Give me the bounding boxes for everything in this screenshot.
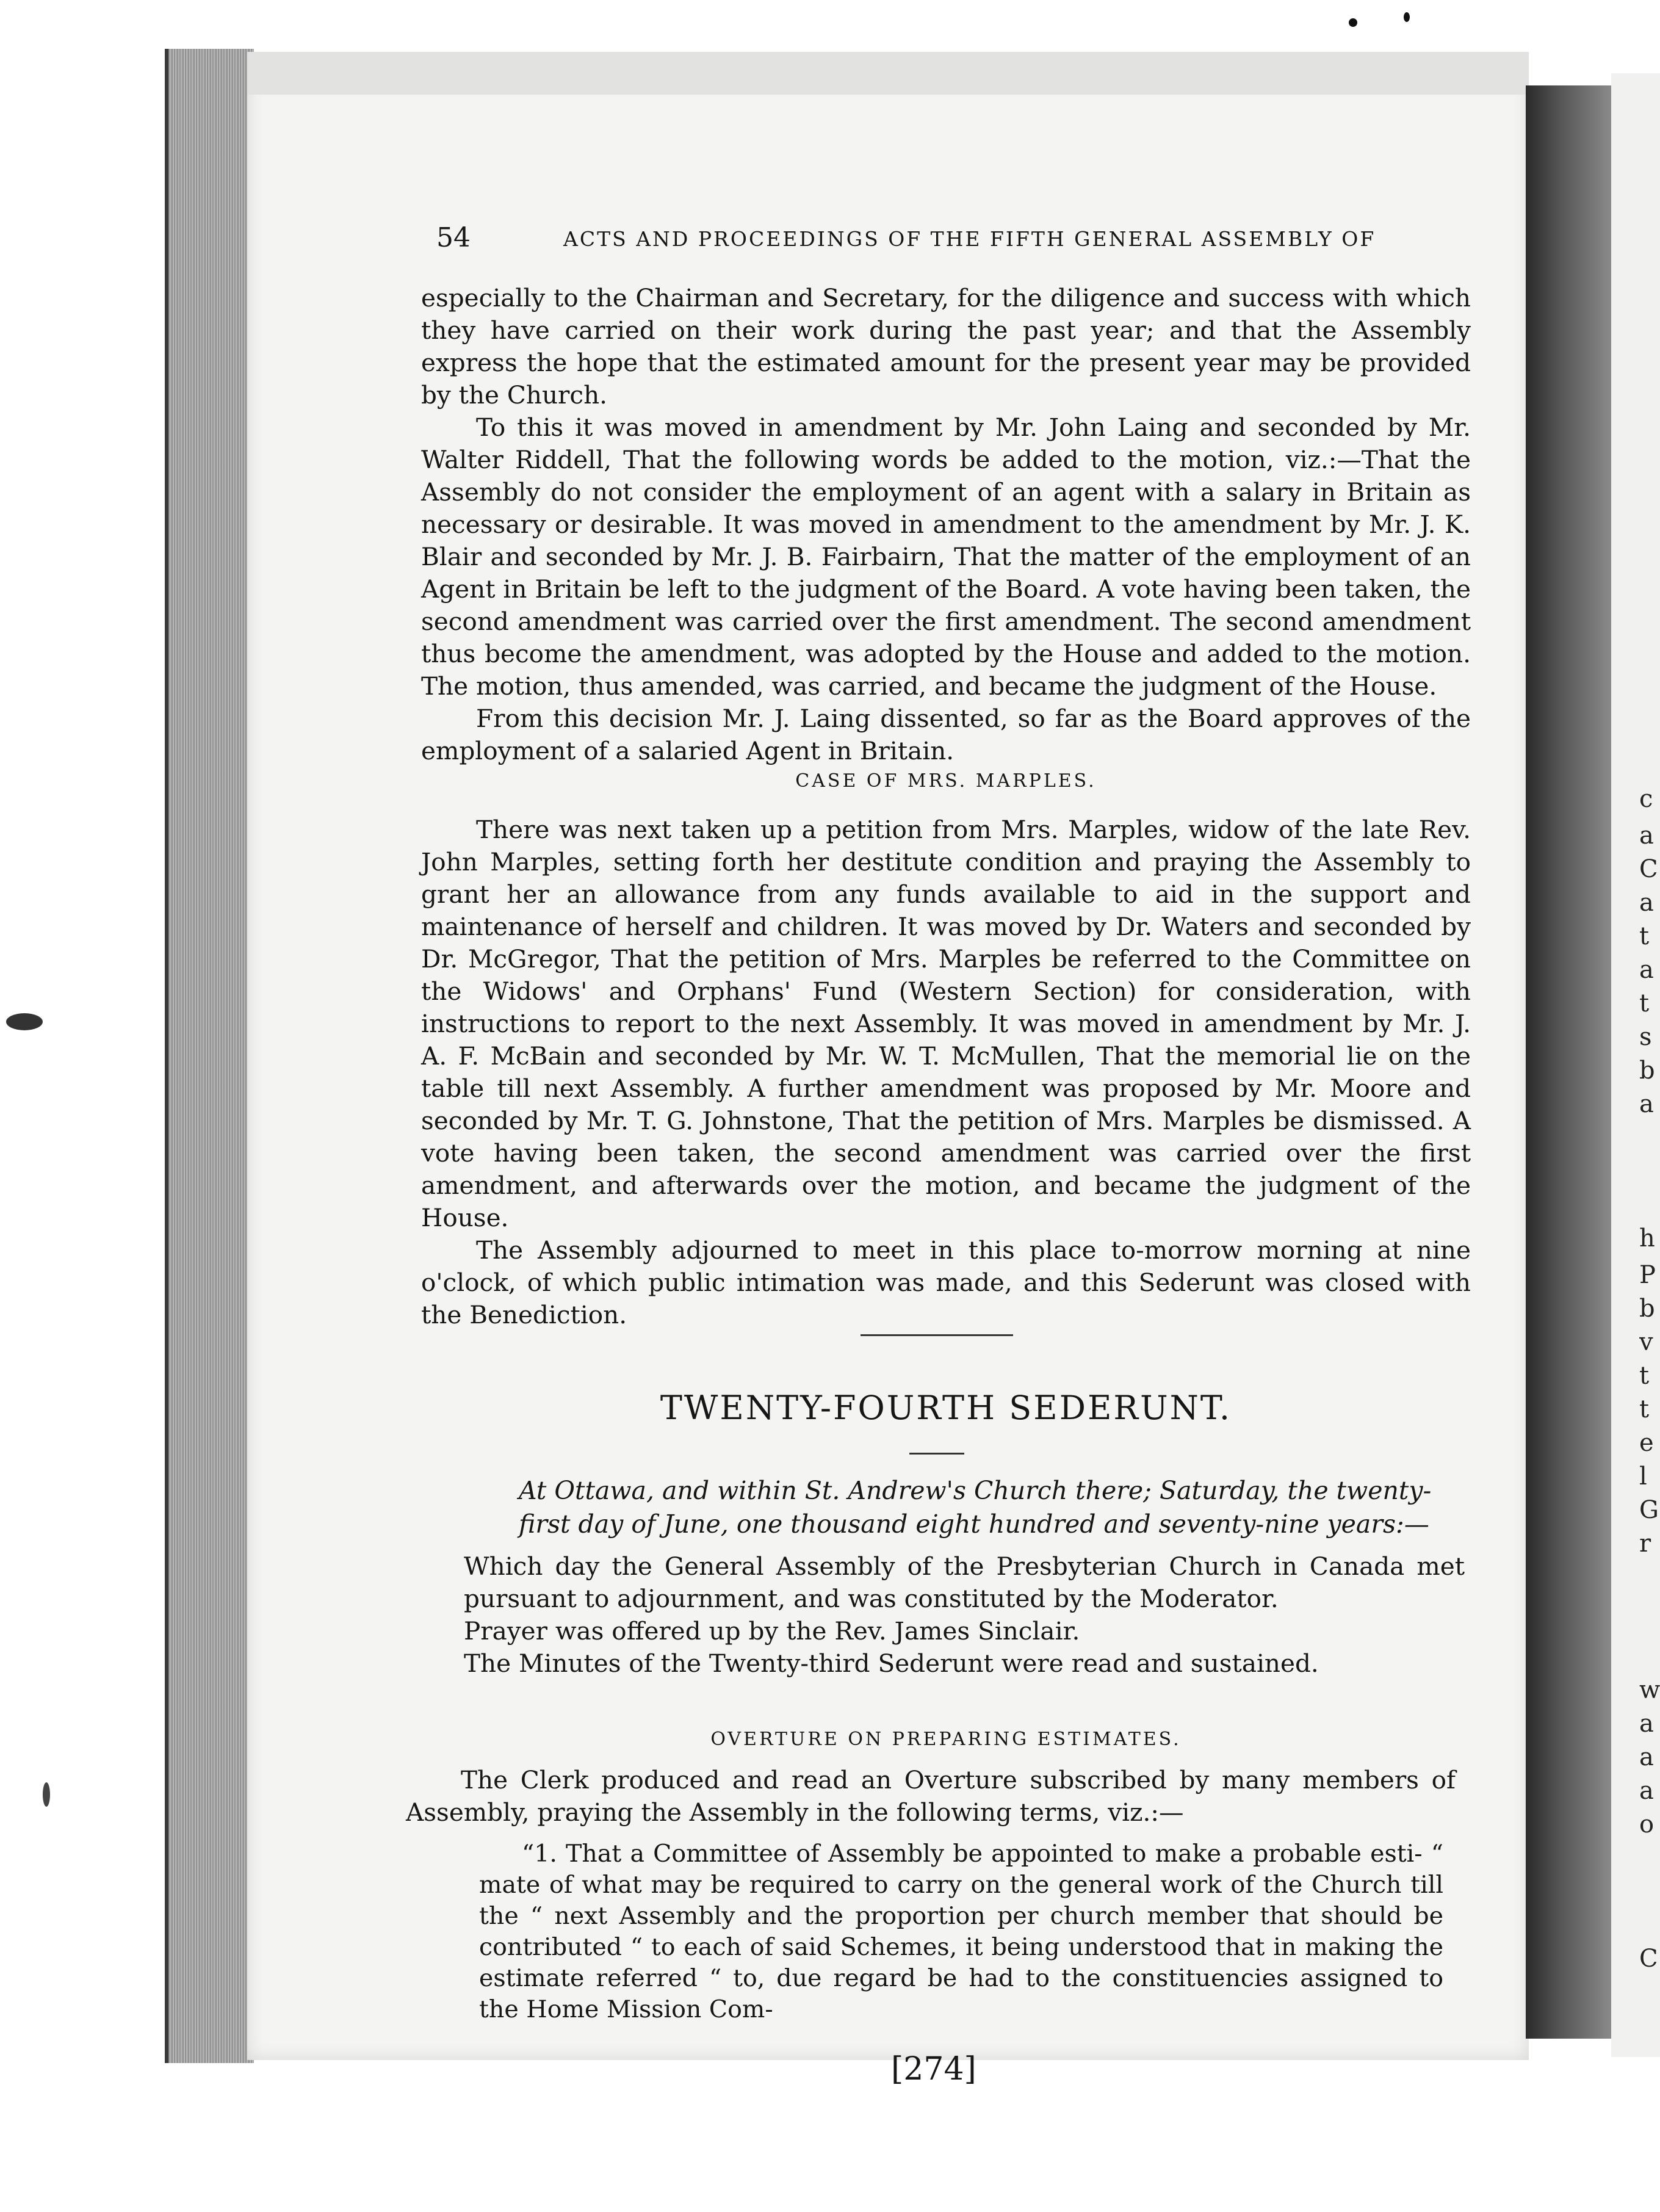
sederunt-heading: TWENTY-FOURTH SEDERUNT. [660,1389,1232,1427]
next-page-fragment: b [1639,1057,1655,1085]
next-page-fragment: t [1639,922,1650,950]
gutter-shadow [1526,85,1611,2039]
next-page-fragment: c [1639,785,1653,813]
next-page-fragment: o [1639,1810,1655,1838]
film-speck [43,1782,50,1807]
next-page-fragment: v [1639,1328,1653,1356]
running-title: ACTS AND PROCEEDINGS OF THE FIFTH GENERAL ASSEMBLY OF [563,227,1376,251]
folio-number: [274] [891,2051,976,2087]
next-page-fragment: a [1639,1710,1654,1738]
next-page-fragment: w [1639,1676,1660,1704]
next-page-fragment: t [1639,989,1650,1017]
paragraph: Prayer was offered up by the Rev. James Sinclair. [464,1616,1080,1646]
next-page-fragment: a [1639,1090,1654,1118]
paragraph: Which day the General Assembly of the Presbyterian Church in Canada met pursuant to adjournment, and was constituted by the Moderator. [464,1552,1465,1613]
next-page-fragment: l [1639,1462,1647,1491]
sederunt-section [421,1389,1471,1427]
book-page-edges [165,49,254,2063]
next-page-fragment: t [1639,1362,1650,1390]
section-heading: OVERTURE ON PREPARING ESTIMATES. [710,1729,1182,1750]
next-page-fragment: e [1639,1429,1654,1457]
next-page-fragment: a [1639,1777,1654,1805]
section-heading: CASE OF MRS. MARPLES. [795,770,1097,792]
paragraph: To this it was moved in amendment by Mr. John Laing and seconded by Mr. Walter Riddell, That the following words be added to the motion, viz.:—That the Assembly do not consider the employment of an agent with a salary in Britain as necessary or desirable. It was moved in amendment to the amendment by Mr. J. K. Blair and seconded by Mr. J. B. Fairbairn, That the matter of the employment of an Agent in Britain be left to the judgment of the Board. A vote having been taken, the second amendment was carried over the first amendment. The second amendment thus become the amendment, was adopted by the House and added to the motion. The motion, thus amended, was carried, and became the judgment of the House. [421,413,1471,701]
quoted-text: “1. That a Committee of Assembly be appointed to make a probable esti- “ mate of what may be required to carry on the general work of the Church till the “ next Assembly and the proportion per church member that should be contributed “ to each of said Schemes, it being understood that in making the estimate referred “ to, due regard be had to the constituencies assigned to the Home Mission Com- [479,1840,1443,2023]
next-page-fragment: s [1639,1023,1652,1051]
paragraph: The Clerk produced and read an Overture subscribed by many members of Assembly, praying the Assembly in the following terms, viz.:— [406,1765,1456,1827]
next-page-fragment: a [1639,956,1654,984]
date-block [519,1474,1459,1541]
case-body [421,814,1471,1331]
film-speck [1404,12,1410,22]
next-page-fragment: a [1639,822,1654,850]
paragraph: The Assembly adjourned to meet in this place to-morrow morning at nine o'clock, of which public intimation was made, and this Sederunt was closed with the Benediction. [421,1235,1471,1329]
next-page-fragment: a [1639,889,1654,917]
film-speck [1349,18,1357,27]
next-page-fragment: b [1639,1295,1655,1323]
date-line: At Ottawa, and within St. Andrew's Church there; Saturday, the twenty-first day of June, one thousand eight hundred and seventy-nine years:— [519,1476,1432,1539]
next-page-fragment: r [1639,1530,1651,1558]
overture-section [421,1729,1471,1750]
page-top-band [247,52,1529,95]
paragraph: There was next taken up a petition from Mrs. Marples, widow of the late Rev. John Marples, setting forth her destitute condition and praying the Assembly to grant her an allowance from any funds available to aid in the support and maintenance of herself and children. It was moved by Dr. Waters and seconded by Dr. McGregor, That the petition of Mrs. Marples be referred to the Committee on the Widows' and Orphans' Fund (Western Section) for consideration, with instructions to report to the next Assembly. It was moved in amendment by Mr. J. A. F. McBain and seconded by Mr. W. T. McMullen, That the memorial lie on the table till next Assembly. A further amendment was proposed by Mr. Moore and seconded by Mr. T. G. Johnstone, That the petition of Mrs. Marples be dismissed. A vote having been taken, the second amendment was carried over the first amendment, and afterwards over the motion, and became the judgment of the House. [421,815,1471,1232]
next-page-fragment: P [1639,1261,1656,1289]
film-speck [6,1013,43,1030]
heading-underline [909,1453,964,1455]
top-section [421,282,1471,767]
page-number: 54 [436,222,471,253]
next-page-fragment: C [1639,855,1658,883]
next-page-fragment: h [1639,1224,1655,1252]
overture-quote [479,1838,1443,2025]
next-page-fragment: t [1639,1395,1650,1423]
case-section [421,770,1471,792]
overture-intro [406,1764,1456,1829]
paragraph: The Minutes of the Twenty-third Sederunt were read and sustained. [464,1649,1319,1678]
next-page-fragment: C [1639,1945,1658,1973]
next-page-fragment: G [1639,1496,1659,1524]
section-divider [861,1334,1013,1336]
sederunt-body [464,1550,1465,1680]
next-page-fragment: a [1639,1743,1654,1771]
paragraph: especially to the Chairman and Secretary, for the diligence and success with which they have carried on their work during the past year; and that the Assembly express the hope that the estimated amount for the present year may be provided by the Church. [421,283,1471,410]
paragraph: From this decision Mr. J. Laing dissented, so far as the Board approves of the employment of a salaried Agent in Britain. [421,704,1471,765]
